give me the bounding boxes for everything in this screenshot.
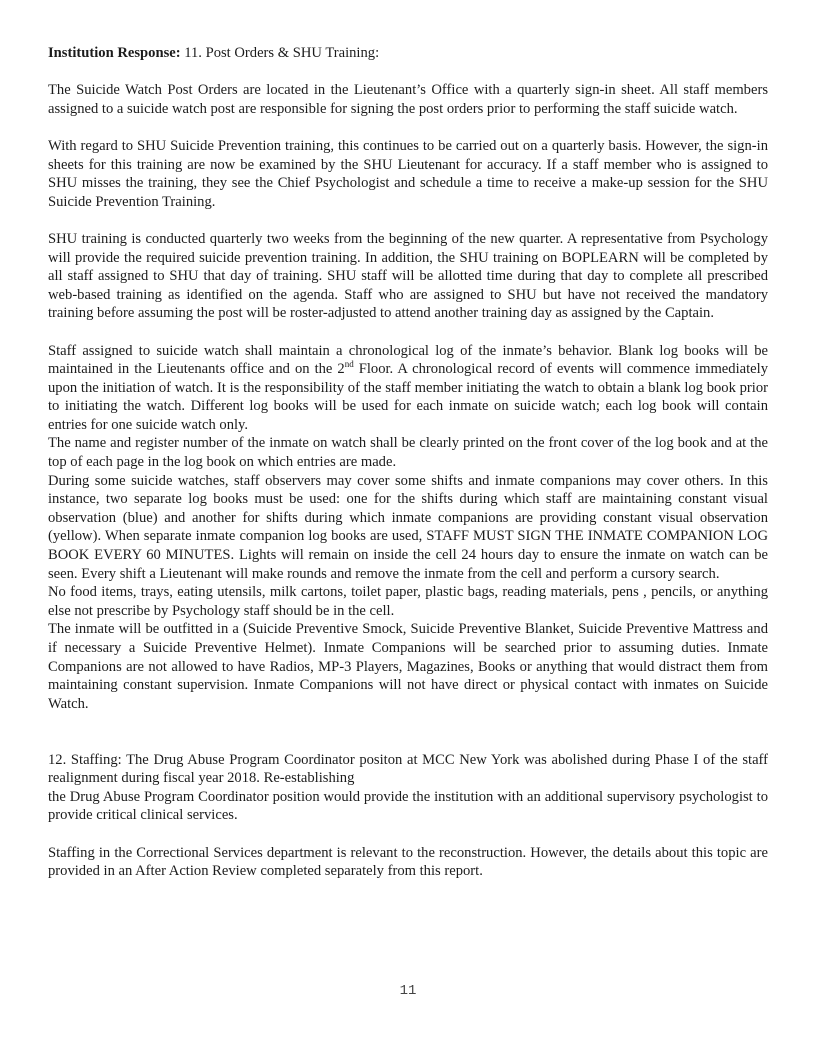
- heading-label: Institution Response:: [48, 45, 181, 61]
- companion-paragraph: During some suicide watches, staff observers may cover some shifts and inmate companions may cover others. In this instance, two separate log books must be used: one for the shifts during which staff are maintaining constant visual observation (blue) and another for shifts during which inmate companions are providing constant visual observation (yellow). When separate inmate companion log books are used, STAFF MUST SIGN THE INMATE COMPANION LOG BOOK EVERY 60 MINUTES. Lights will remain on inside the cell 24 hours day to ensure the inmate on watch can be seen. Every shift a Lieutenant will make rounds and remove the inmate from the cell and perform a cursory search.: [48, 472, 768, 582]
- quarterly-training-paragraph: SHU training is conducted quarterly two weeks from the beginning of the new quarter. A representative from Psychology will provide the required suicide prevention training. In addition, the SHU training on BOPLEARN will be completed by all staff assigned to SHU that day of training. SHU staff will be allotted time during that day to complete all prescribed web-based training as identified on the agenda. Staff who are assigned to SHU but have not received the mandatory training before assuming the post will be roster-adjusted to attend another training day as assigned by the Captain.: [48, 230, 768, 322]
- prohibited-items-paragraph: No food items, trays, eating utensils, milk cartons, toilet paper, plastic bags, reading materials, pens , pencils, or anything else not prescribe by Psychology staff should be in the cell.: [48, 584, 768, 619]
- shu-training-paragraph: With regard to SHU Suicide Prevention training, this continues to be carried out on a quarterly basis. However, the sign-in sheets for this training are now be examined by the SHU Lieutenant for accuracy. If a staff member who is assigned to SHU misses the training, they see the Chief Psychologist and schedule a time to receive a make-up session for the SHU Suicide Prevention Training.: [48, 137, 768, 210]
- log-book-text-b: Floor. A chronological record of events will commence immediately upon the initiation of watch. It is the responsibility of the staff member initiating the watch to obtain a blank log book prior to initiating the watch. Different log books will be used for each inmate on suicide watch; each log book will contain entries for one suicide watch only.: [48, 361, 768, 433]
- post-orders-paragraph: The Suicide Watch Post Orders are located in the Lieutenant’s Office with a quarterly sign-in sheet. All staff members assigned to a suicide watch post are responsible for signing the post orders prior to performing the staff suicide watch.: [48, 82, 768, 117]
- page-number: 11: [399, 983, 417, 999]
- register-number-paragraph: The name and register number of the inmate on watch shall be clearly printed on the front cover of the log book and at the top of each page in the log book on which entries are made.: [48, 435, 768, 471]
- correctional-services-paragraph: Staffing in the Correctional Services department is relevant to the reconstruction. However, the details about this topic are provided in an After Action Review completed separately from this report.: [48, 844, 768, 880]
- log-book-paragraph: [48, 342, 768, 435]
- log-book-text-a: Staff assigned to suicide watch shall maintain a chronological log of the inmate’s behavior. Blank log books will be maintained in the Lieutenants office and on the 2: [48, 342, 768, 378]
- staffing-paragraph-line2: the Drug Abuse Program Coordinator position would provide the institution with an additional supervisory psychologist to provide critical clinical services.: [48, 788, 768, 824]
- outfitting-paragraph: The inmate will be outfitted in a (Suicide Preventive Smock, Suicide Preventive Blanket, Suicide Preventive Mattress and if necessary a Suicide Preventive Helmet). Inmate Companions will be searched prior to assuming duties. Inmate Companions are not allowed to have Radios, MP-3 Players, Magazines, Books or anything that would distract them from maintaining constant supervision. Inmate Companions will not have direct or physical contact with inmates on Suicide Watch.: [48, 621, 768, 712]
- section-heading: [48, 44, 768, 63]
- heading-title: 11. Post Orders & SHU Training:: [180, 45, 380, 61]
- superscript: nd: [344, 359, 354, 370]
- staffing-paragraph-line1: 12. Staffing: The Drug Abuse Program Coordinator positon at MCC New York was abolished during Phase I of the staff realignment during fiscal year 2018. Re-establishing: [48, 751, 768, 787]
- document-page: [48, 44, 768, 881]
